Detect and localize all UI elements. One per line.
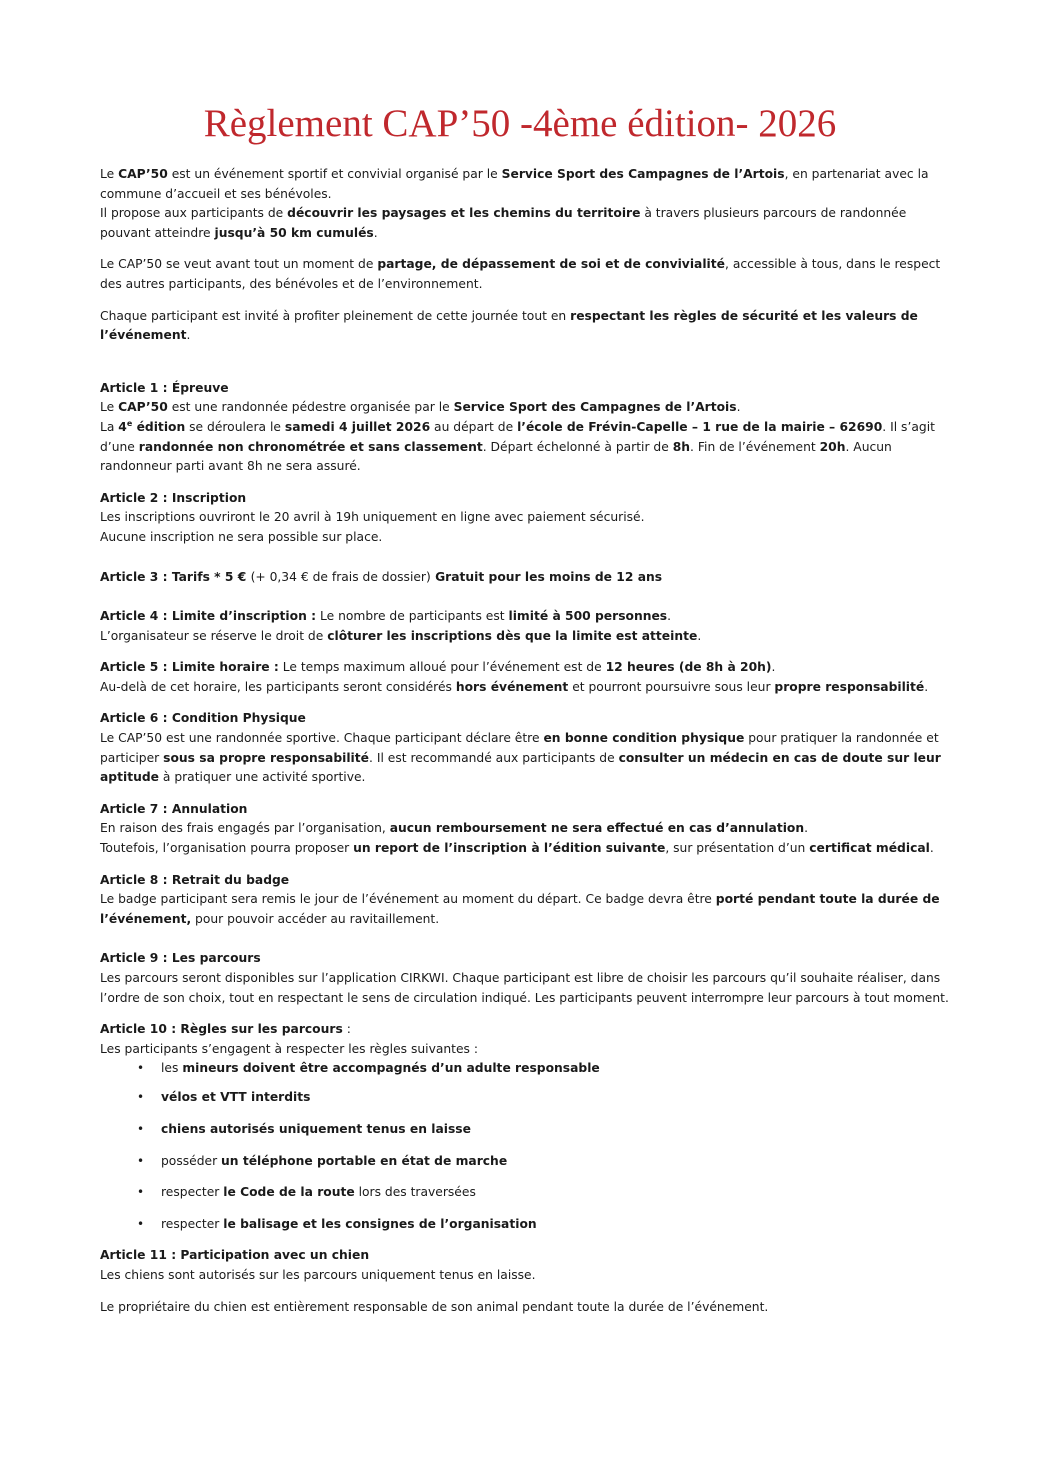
article-2-line-2: Aucune inscription ne sera possible sur place. bbox=[100, 529, 383, 544]
rule-item: • vélos et VTT interdits bbox=[100, 1088, 950, 1120]
rules-list bbox=[100, 1059, 950, 1246]
article-2-heading: Article 2 : Inscription bbox=[100, 490, 247, 505]
article-11-line-2: Le propriétaire du chien est entièrement responsable de son animal pendant toute la durée de l’événement. bbox=[100, 1299, 769, 1314]
article-7-line-1: En raison des frais engagés par l’organisation, aucun remboursement ne sera effectué en cas d’annulation. bbox=[100, 821, 809, 836]
bullet-icon: • bbox=[137, 1121, 145, 1136]
article-3-line: Article 3 : Tarifs * 5 € (+ 0,34 € de frais de dossier) Gratuit pour les moins de 12 ans bbox=[100, 569, 663, 584]
rule-item: • chiens autorisés uniquement tenus en laisse bbox=[100, 1120, 950, 1152]
intro-paragraph-4: Chaque participant est invité à profiter pleinement de cette journée tout en respectant les règles de sécurité et les valeurs de l’événement. bbox=[100, 308, 918, 343]
article-10-intro: Les participants s’engagent à respecter les règles suivantes : bbox=[100, 1041, 479, 1056]
article-6-text: Le CAP’50 est une randonnée sportive. Chaque participant déclare être en bonne condition physique pour pratiquer la randonnée et participer sous sa propre responsabilité. Il est recommandé aux participants de consulter un médecin en cas de doute sur leur aptitude à pratiquer une activité sportive. bbox=[100, 731, 941, 785]
rule-item: • respecter le Code de la route lors des traversées bbox=[100, 1183, 950, 1215]
rule-item: • posséder un téléphone portable en état de marche bbox=[100, 1152, 950, 1184]
article-4-line-1: Article 4 : Limite d’inscription : Le nombre de participants est limité à 500 personnes. bbox=[100, 609, 672, 624]
article-1-line-1: Le CAP’50 est une randonnée pédestre organisée par le Service Sport des Campagnes de l’Artois. bbox=[100, 400, 741, 415]
intro-paragraph-3: Le CAP’50 se veut avant tout un moment de partage, de dépassement de soi et de convivialité, accessible à tous, dans le respect des autres participants, des bénévoles et de l’environnement. bbox=[100, 257, 941, 291]
article-8-text: Le badge participant sera remis le jour de l’événement au moment du départ. Ce badge devra être porté pendant toute la durée de l’événement, pour pouvoir accéder au ravitaillement. bbox=[100, 892, 940, 926]
rule-item: • les mineurs doivent être accompagnés d’un adulte responsable bbox=[100, 1059, 950, 1088]
article-5-heading: Article 5 : Limite horaire : bbox=[100, 660, 279, 675]
article-5-line-2: Au-delà de cet horaire, les participants seront considérés hors événement et pourront poursuivre sous leur propre responsabilité. bbox=[100, 679, 929, 694]
article-10-heading-line: Article 10 : Règles sur les parcours : bbox=[100, 1022, 351, 1037]
bullet-icon: • bbox=[137, 1090, 145, 1105]
rule-item: • respecter le balisage et les consignes de l’organisation bbox=[100, 1215, 950, 1247]
article-1-line-2: La 4e édition se déroulera le samedi 4 juillet 2026 au départ de l’école de Frévin-Capelle – 1 rue de la mairie – 62690. Il s’agit d’une randonnée non chronométrée et sans classement. Départ échelonné à partir de 8h. Fin de l’événement 20h. Aucun randonneur parti avant 8h ne sera assuré. bbox=[100, 418, 935, 474]
article-8-heading: Article 8 : Retrait du badge bbox=[100, 872, 290, 887]
article-4-heading: Article 4 : Limite d’inscription : bbox=[100, 609, 317, 624]
document-body bbox=[100, 165, 950, 1317]
intro-paragraph-1: Le CAP’50 est un événement sportif et convivial organisé par le Service Sport des Campagnes de l’Artois, en partenariat avec la commune d’accueil et ses bénévoles. bbox=[100, 167, 929, 201]
article-11-heading: Article 11 : Participation avec un chien bbox=[100, 1248, 370, 1263]
article-11-line-1: Les chiens sont autorisés sur les parcours uniquement tenus en laisse. bbox=[100, 1267, 536, 1282]
bullet-icon: • bbox=[137, 1061, 145, 1076]
page-title: Règlement CAP’50 -4ème édition- 2026 bbox=[203, 102, 837, 145]
bullet-icon: • bbox=[137, 1153, 145, 1168]
article-9-text: Les parcours seront disponibles sur l’application CIRKWI. Chaque participant est libre de choisir les parcours qu’il souhaite réaliser, dans l’ordre de son choix, tout en respectant le sens de circulation indiqué. Les participants peuvent interrompre leur parcours à tout moment. bbox=[100, 971, 949, 1005]
article-4-line-2: L’organisateur se réserve le droit de clôturer les inscriptions dès que la limite est atteinte. bbox=[100, 628, 702, 643]
intro-paragraph-2: Il propose aux participants de découvrir les paysages et les chemins du territoire à travers plusieurs parcours de randonnée pouvant atteindre jusqu’à 50 km cumulés. bbox=[100, 206, 907, 240]
article-9-heading: Article 9 : Les parcours bbox=[100, 951, 261, 966]
article-10-heading: Article 10 : Règles sur les parcours bbox=[100, 1022, 343, 1037]
article-2-line-1: Les inscriptions ouvriront le 20 avril à 19h uniquement en ligne avec paiement sécurisé. bbox=[100, 510, 645, 525]
bullet-icon: • bbox=[137, 1216, 145, 1231]
article-5-line-1: Article 5 : Limite horaire : Le temps maximum alloué pour l’événement est de 12 heures (de 8h à 20h). bbox=[100, 660, 776, 675]
article-7-line-2: Toutefois, l’organisation pourra proposer un report de l’inscription à l’édition suivante, sur présentation d’un certificat médical. bbox=[100, 841, 934, 856]
article-6-heading: Article 6 : Condition Physique bbox=[100, 711, 306, 726]
article-7-heading: Article 7 : Annulation bbox=[100, 801, 248, 816]
bullet-icon: • bbox=[137, 1185, 145, 1200]
article-1-heading: Article 1 : Épreuve bbox=[100, 380, 229, 395]
